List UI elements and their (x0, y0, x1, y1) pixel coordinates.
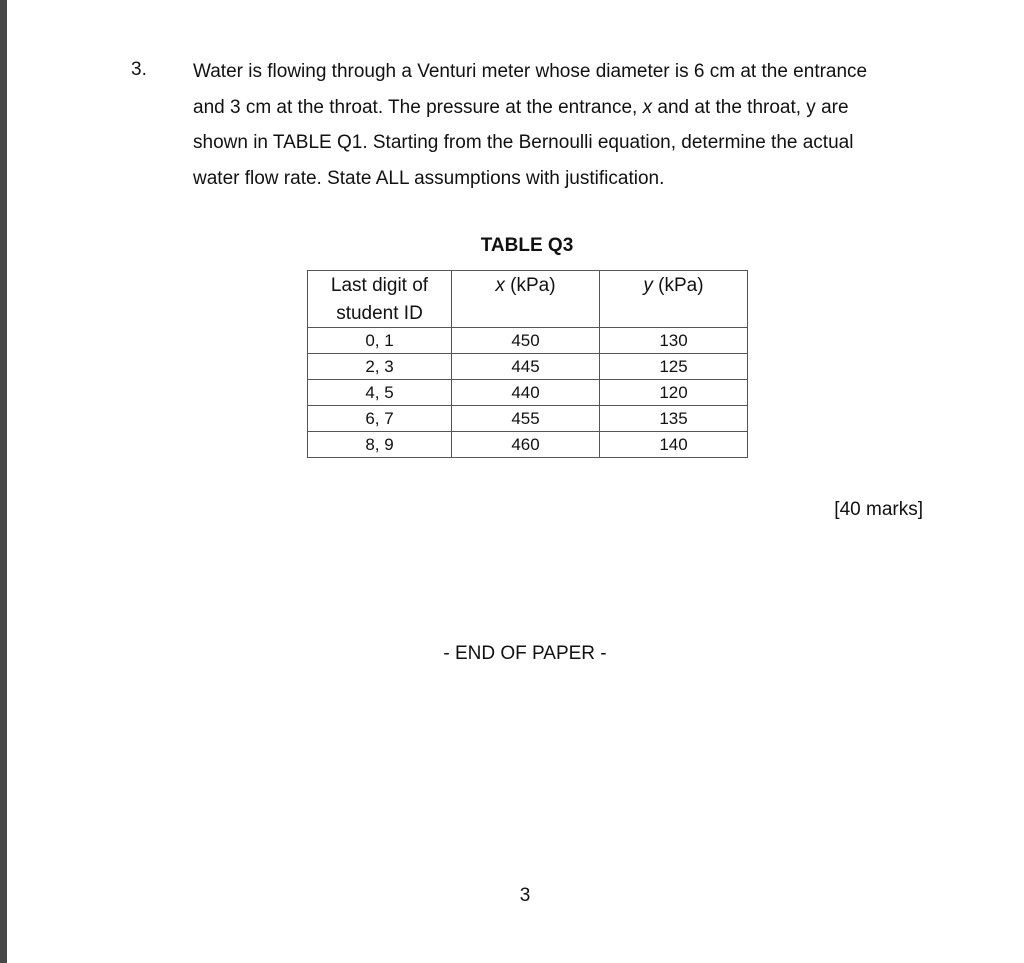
page-number: 3 (519, 885, 531, 906)
table-row (308, 406, 748, 432)
header-student-id (308, 271, 452, 328)
table-header-row (308, 271, 748, 328)
cell-student-id: 8, 9 (308, 432, 452, 458)
table-row (308, 432, 748, 458)
table-row (308, 354, 748, 380)
cell-student-id: 2, 3 (308, 354, 452, 380)
header-line: student ID (336, 303, 423, 324)
header-x-var: x (495, 275, 505, 296)
cell-y-value: 120 (600, 380, 748, 406)
table-row (308, 380, 748, 406)
table-row (308, 328, 748, 354)
question-number: 3. (131, 59, 147, 80)
pressure-table (307, 270, 748, 458)
question-line: and 3 cm at the throat. The pressure at the entrance, x and at the throat, y are (193, 96, 849, 118)
cell-y-value: 135 (600, 406, 748, 432)
var-x: x (642, 96, 653, 118)
header-x-unit: (kPa) (504, 275, 556, 296)
question-line: water flow rate. State ALL assumptions with justification. (193, 167, 665, 189)
marks-allocation: [40 marks] (834, 499, 923, 520)
header-y-unit: (kPa) (652, 275, 704, 296)
cell-x-value: 460 (452, 432, 600, 458)
question-line: shown in TABLE Q1. Starting from the Bernoulli equation, determine the actual (193, 132, 854, 153)
cell-student-id: 4, 5 (308, 380, 452, 406)
table-title: TABLE Q3 (480, 235, 574, 256)
question-text (193, 54, 933, 196)
header-line: Last digit of (330, 275, 429, 296)
header-x-pressure (452, 271, 600, 328)
cell-x-value: 440 (452, 380, 600, 406)
cell-x-value: 450 (452, 328, 600, 354)
cell-y-value: 125 (600, 354, 748, 380)
header-y-pressure (600, 271, 748, 328)
cell-x-value: 455 (452, 406, 600, 432)
end-of-paper: - END OF PAPER - (443, 643, 607, 664)
cell-student-id: 0, 1 (308, 328, 452, 354)
question-line: Water is flowing through a Venturi meter whose diameter is 6 cm at the entrance (193, 61, 868, 82)
cell-y-value: 130 (600, 328, 748, 354)
cell-student-id: 6, 7 (308, 406, 452, 432)
viewer-left-edge (0, 0, 7, 963)
cell-y-value: 140 (600, 432, 748, 458)
header-y-var: y (643, 275, 653, 296)
cell-x-value: 445 (452, 354, 600, 380)
